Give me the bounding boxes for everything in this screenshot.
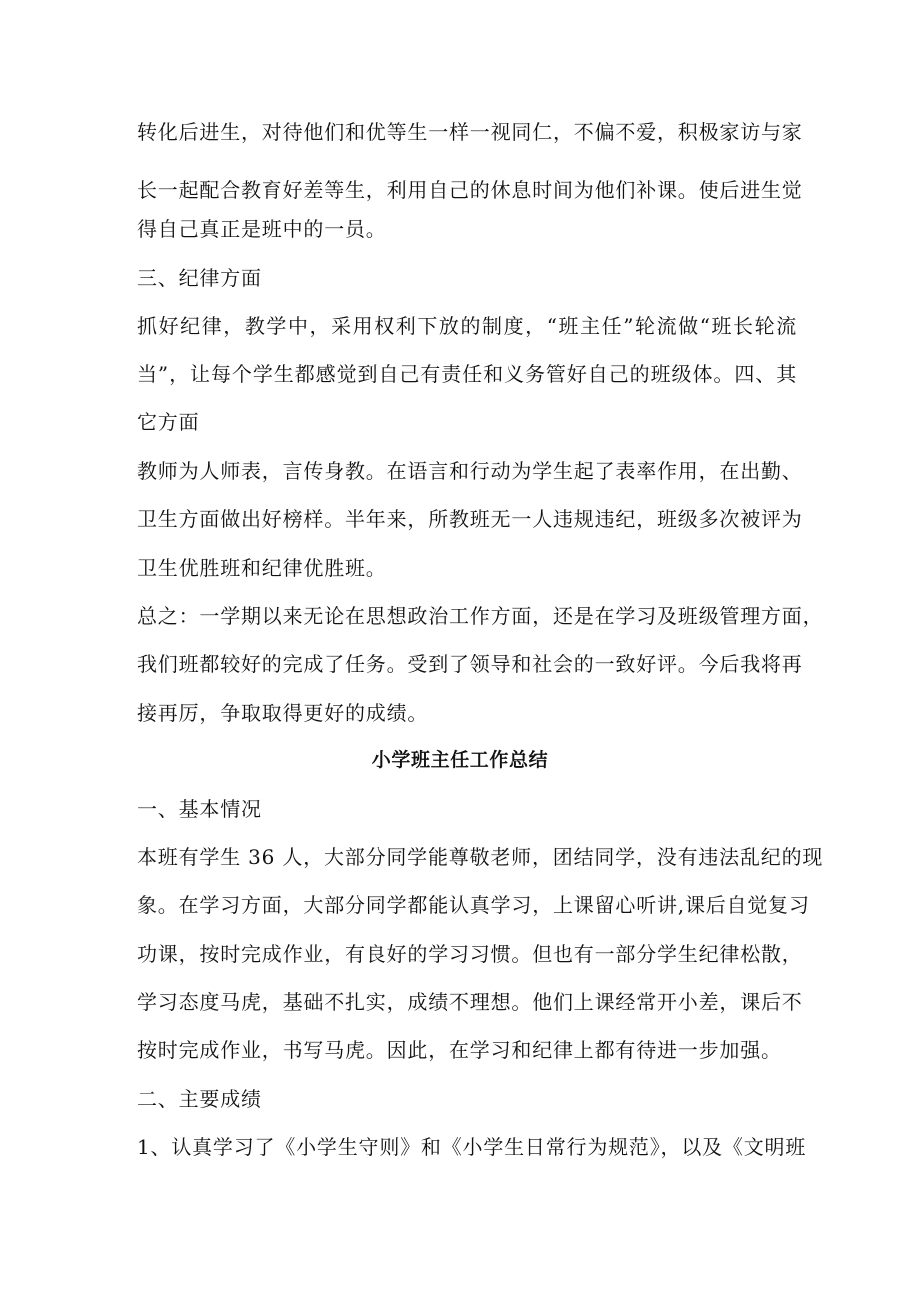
paragraph-line: 1、认真学习了《小学生守则》和《小学生日常行为规范》，以及《文明班 <box>137 1135 807 1159</box>
section-heading: 一、基本情况 <box>137 797 262 821</box>
paragraph-line: 卫生方面做出好榜样。半年来，所教班无一人违规违纪，班级多次被评为 <box>137 507 803 531</box>
paragraph-line: 它方面 <box>137 410 200 434</box>
paragraph-line: 按时完成作业，书写马虎。因此，在学习和纪律上都有待进一步加强。 <box>137 1038 782 1062</box>
paragraph-line: 本班有学生 36 人，大部分同学能尊敬老师，团结同学，没有违法乱纪的现 <box>137 845 824 869</box>
paragraph-line: 卫生优胜班和纪律优胜班。 <box>137 556 387 580</box>
paragraph-line: 当”，让每个学生都感觉到自己有责任和义务管好自己的班级体。四、其 <box>137 362 797 386</box>
paragraph-line: 我们班都较好的完成了任务。受到了领导和社会的一致好评。今后我将再 <box>137 652 803 676</box>
paragraph-line: 学习态度马虎，基础不扎实，成绩不理想。他们上课经常开小差，课后不 <box>137 990 803 1014</box>
paragraph-line: 总之：一学期以来无论在思想政治工作方面，还是在学习及班级管理方面， <box>137 604 824 628</box>
document-title: 小学班主任工作总结 <box>371 749 549 771</box>
paragraph-line: 接再厉，争取取得更好的成绩。 <box>137 701 429 725</box>
paragraph-line: 功课，按时完成作业，有良好的学习习惯。但也有一部分学生纪律松散， <box>137 942 803 966</box>
paragraph-line: 转化后进生，对待他们和优等生一样一视同仁，不偏不爱，积极家访与家 <box>137 120 803 144</box>
section-heading: 二、主要成绩 <box>137 1087 262 1111</box>
paragraph-line: 象。在学习方面，大部分同学都能认真学习，上课留心听讲,课后自觉复习 <box>137 893 810 917</box>
paragraph-line: 教师为人师表，言传身教。在语言和行动为学生起了表率作用，在出勤、 <box>137 459 803 483</box>
paragraph-line: 得自己真正是班中的一员。 <box>137 217 387 241</box>
section-heading: 三、纪律方面 <box>137 266 262 290</box>
paragraph-line: 长一起配合教育好差等生，利用自己的休息时间为他们补课。使后进生觉 <box>137 178 803 202</box>
paragraph-line: 抓好纪律，教学中，采用权利下放的制度，“班主任”轮流做“班长轮流 <box>137 314 797 338</box>
